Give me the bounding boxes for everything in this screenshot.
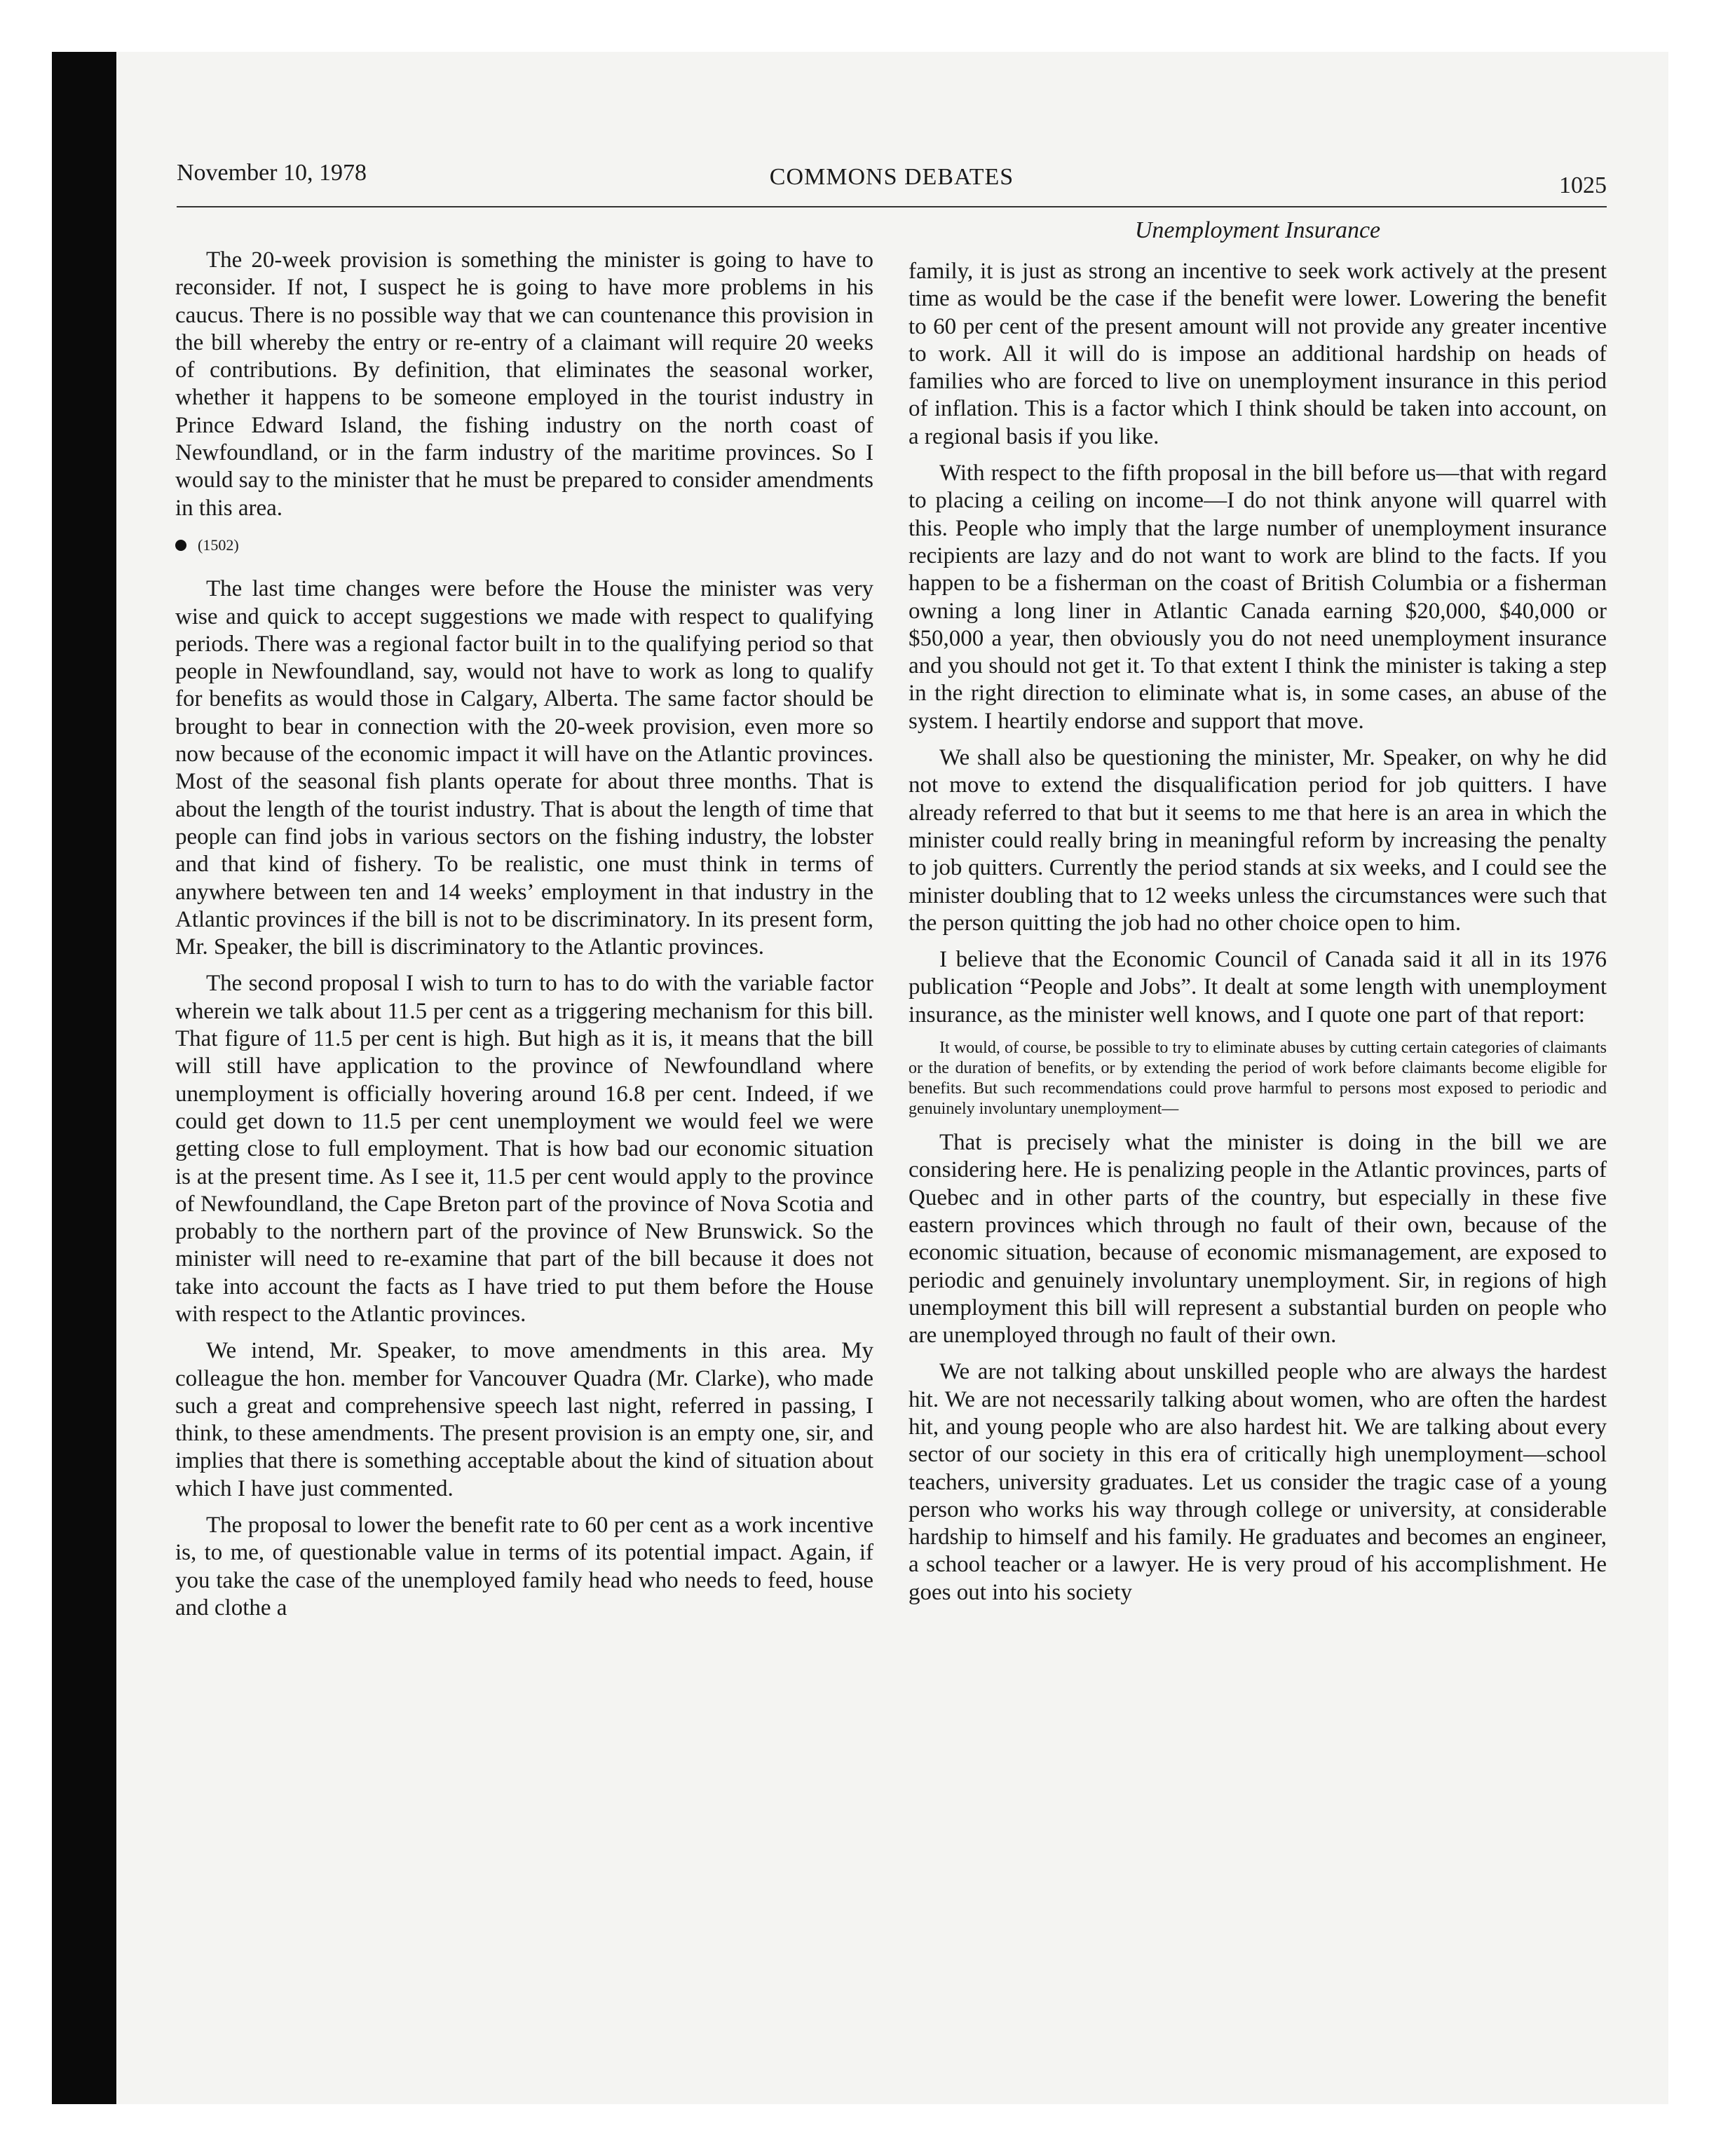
left-column: [175, 247, 873, 1631]
time-marker: [175, 531, 873, 559]
paragraph: With respect to the fifth proposal in the bill before us—that with regard to placing a ceiling on income—I do not think anyone will quarrel with this. People who imply that the large number of unemployment insurance recipients are lazy and do not want to work are blind to the facts. If you happen to be a fisherman on the coast of British Columbia or a fisherman owning a long liner in Atlantic Canada earning $20,000, $40,000 or $50,000 a year, then obviously you do not need unemployment insurance and you should not get it. To that extent I think the minister is taking a step in the right direction to eliminate what is, in some cases, an abuse of the system. I heartily endorse and support that move.: [909, 460, 1607, 734]
page-header: [177, 157, 1607, 207]
block-quote: It would, of course, be possible to try to eliminate abuses by cutting certain categories of claimants or the duration of benefits, or by extending the period of work before claimants become eligible for benefits. But such recommendations could prove harmful to persons most exposed to periodic and genuinely involuntary unemployment—: [909, 1039, 1607, 1119]
page-number: 1025: [1559, 172, 1607, 198]
time-marker-text: (1502): [198, 535, 239, 554]
paragraph: That is precisely what the minister is doing in the bill we are considering here. He is penalizing people in the Atlantic provinces, parts of Quebec and in other parts of the country, but especially in these five eastern provinces which through no fault of their own, because of the economic situation, because of economic mismanagement, are exposed to periodic and genuinely involuntary unemployment. Sir, in regions of high unemployment this bill will represent a substantial burden on people who are unemployed through no fault of their own.: [909, 1130, 1607, 1349]
publication-title: COMMONS DEBATES: [769, 164, 1014, 190]
paragraph: I believe that the Economic Council of Canada said it all in its 1976 publication “People and Jobs”. It dealt at some length with unemployment insurance, as the minister well knows, and I quote one part of that report:: [909, 947, 1607, 1028]
paragraph: The 20-week provision is something the minister is going to have to reconsider. If not, I suspect he is going to have more problems in his caucus. There is no possible way that we can countenance this provision in the bill whereby the entry or re-entry of a claimant will require 20 weeks of contributions. By definition, that eliminates the seasonal worker, whether it happens to be someone employed in the tourist industry in Prince Edward Island, the fishing industry on the north coast of Newfoundland, or in the farm industry of the maritime provinces. So I would say to the minister that he must be prepared to consider amendments in this area.: [175, 247, 873, 521]
paragraph: The last time changes were before the House the minister was very wise and quick to accept suggestions we made with respect to qualifying periods. There was a regional factor built in to the qualifying period so that people in Newfoundland, say, would not have to work as long to qualify for benefits as would those in Calgary, Alberta. The same factor should be brought to bear in connection with the 20-week provision, even more so now because of the economic impact it will have on the Atlantic provinces. Most of the seasonal fish plants operate for about three months. That is about the length of the tourist industry. That is about the length of time that people can find jobs in various sectors on the fishing industry, the lobster and that kind of fishery. To be realistic, one must think in terms of anywhere between ten and 14 weeks’ employment in that industry in the Atlantic provinces if the bill is not to be discriminatory. In its present form, Mr. Speaker, the bill is discriminatory to the Atlantic provinces.: [175, 576, 873, 960]
paragraph: The proposal to lower the benefit rate to 60 per cent as a work incentive is, to me, of questionable value in terms of its potential impact. Again, if you take the case of the unemployed family head who needs to feed, house and clothe a: [175, 1513, 873, 1621]
paragraph: We intend, Mr. Speaker, to move amendments in this area. My colleague the hon. member for Vancouver Quadra (Mr. Clarke), who made such a great and comprehensive speech last night, referred in passing, I think, to these amendments. The present provision is an empty one, sir, and implies that there is something acceptable about the kind of situation about which I have just commented.: [175, 1338, 873, 1501]
paragraph: We shall also be questioning the minister, Mr. Speaker, on why he did not move to extend the disqualification period for job quitters. I have already referred to that but it seems to me that here is an area in which the minister could really bring in meaningful reform by increasing the penalty to job quitters. Currently the period stands at six weeks, and I could see the minister doubling that to 12 weeks unless the circumstances were such that the person quitting the job had no other choice open to him.: [909, 745, 1607, 936]
paragraph: We are not talking about unskilled people who are always the hardest hit. We are not necessarily talking about women, who are often the hardest hit, and young people who are also hardest hit. We are talking about every sector of our society in this era of critically high unemployment—school teachers, university graduates. Let us consider the tragic case of a young person who works his way through college or university, at considerable hardship to himself and his family. He graduates and becomes an engineer, a school teacher or a lawyer. He is very proud of his accomplishment. He goes out into his society: [909, 1359, 1607, 1605]
bullet-icon: [175, 540, 186, 551]
header-date: November 10, 1978: [177, 160, 367, 186]
binding-edge: [52, 52, 116, 2104]
subject-heading: Unemployment Insurance: [1134, 217, 1381, 243]
paragraph: family, it is just as strong an incentive to seek work actively at the present time as would be the case if the benefit were lower. Lowering the benefit to 60 per cent of the present amount will not provide any greater incentive to work. All it will do is impose an additional hardship on heads of families who are forced to live on unemployment insurance in this period of inflation. This is a factor which I think should be taken into account, on a regional basis if you like.: [909, 259, 1607, 449]
paragraph: The second proposal I wish to turn to has to do with the variable factor wherein we talk about 11.5 per cent as a triggering mechanism for this bill. That figure of 11.5 per cent is high. But high as it is, it means that the bill will still have application to the province of Newfoundland where unemployment is officially hovering around 16.8 per cent. Indeed, if we could get down to 11.5 per cent unemployment we would feel we were getting close to full employment. That is how bad our economic situation is at the present time. As I see it, 11.5 per cent would apply to the province of Newfoundland, the Cape Breton part of the province of Nova Scotia and probably to the northern part of the province of New Brunswick. So the minister will need to re-examine that part of the bill because it does not take into account the facts as I have tried to put them before the House with respect to the Atlantic provinces.: [175, 971, 873, 1327]
right-column: [909, 258, 1607, 1616]
